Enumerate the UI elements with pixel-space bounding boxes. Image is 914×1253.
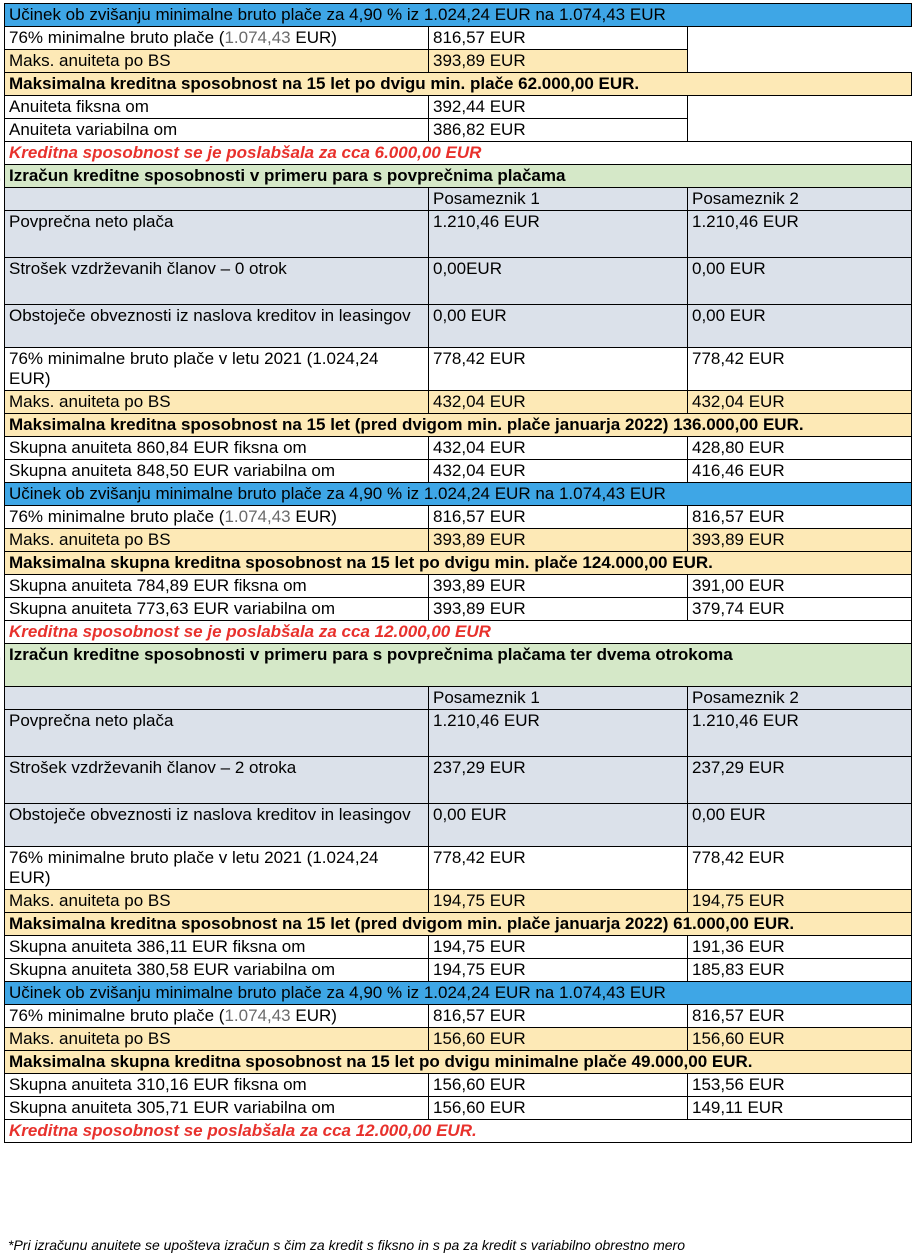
value-1: 432,04 EUR [429, 437, 688, 460]
value-2: 816,57 EUR [688, 1005, 912, 1028]
section-heading: Izračun kreditne sposobnosti v primeru para s povprečnima plačama ter dvema otrokoma [5, 644, 912, 687]
value-2: 237,29 EUR [688, 757, 912, 804]
row-label: Strošek vzdrževanih članov – 2 otroka [5, 757, 429, 804]
annuity-variable-row [5, 119, 912, 142]
value-1: 393,89 EUR [429, 598, 688, 621]
change-note-row [5, 621, 912, 644]
capacity-text: Maksimalna kreditna sposobnost na 15 let (pred dvigom min. plače januarja 2022) 136.000,00 EUR. [5, 414, 912, 437]
row-label: Skupna anuiteta 848,50 EUR variabilna om [5, 460, 429, 483]
value-2: 191,36 EUR [688, 936, 912, 959]
change-note: Kreditna sposobnost se je poslabšala za cca 12.000,00 EUR [5, 621, 912, 644]
value-2: 194,75 EUR [688, 890, 912, 913]
value-2: 416,46 EUR [688, 460, 912, 483]
row-label: Maks. anuiteta po BS [5, 1028, 429, 1051]
value-1: 1.210,46 EUR [429, 211, 688, 258]
obligations-row [5, 305, 912, 348]
min-wage-2021-row [5, 847, 912, 890]
min-wage-value: 1.074,43 [224, 507, 291, 526]
value-2: 379,74 EUR [688, 598, 912, 621]
value-2 [688, 27, 912, 50]
value-2: 149,11 EUR [688, 1097, 912, 1120]
value-1: 156,60 EUR [429, 1097, 688, 1120]
row-label: Skupna anuiteta 386,11 EUR fiksna om [5, 936, 429, 959]
capacity-after-row [5, 552, 912, 575]
change-note-row [5, 142, 912, 165]
min-wage-value: 1.074,43 [224, 1006, 291, 1025]
change-note: Kreditna sposobnost se poslabšala za cca 12.000,00 EUR. [5, 1120, 912, 1143]
effect-text: Učinek ob zvišanju minimalne bruto plače za 4,90 % iz 1.024,24 EUR na 1.074,43 EUR [5, 483, 912, 506]
row-label: Anuiteta fiksna om [5, 96, 429, 119]
effect-row [5, 982, 912, 1005]
row-label: Maks. anuiteta po BS [5, 391, 429, 414]
value-2: 0,00 EUR [688, 258, 912, 305]
credit-capacity-table [4, 3, 912, 1143]
value-1: 156,60 EUR [429, 1074, 688, 1097]
value-2: 778,42 EUR [688, 847, 912, 890]
min-wage-new-row [5, 506, 912, 529]
row-label: Povprečna neto plača [5, 710, 429, 757]
capacity-before-row [5, 913, 912, 936]
row-label: Skupna anuiteta 860,84 EUR fiksna om [5, 437, 429, 460]
max-annuity-row [5, 529, 912, 552]
section-heading: Izračun kreditne sposobnosti v primeru para s povprečnima plačama [5, 165, 912, 188]
value-1: 816,57 EUR [429, 506, 688, 529]
value-1: 0,00 EUR [429, 305, 688, 348]
section-2-heading-row [5, 165, 912, 188]
column-header-row [5, 188, 912, 211]
row-label: Strošek vzdrževanih članov – 0 otrok [5, 258, 429, 305]
value-1: 392,44 EUR [429, 96, 688, 119]
value-2: 432,04 EUR [688, 391, 912, 414]
value-2: 0,00 EUR [688, 305, 912, 348]
max-annuity-row [5, 391, 912, 414]
value-1: 393,89 EUR [429, 529, 688, 552]
value-1: 778,42 EUR [429, 847, 688, 890]
row-label: 76% minimalne bruto plače (1.074,43 EUR) [5, 506, 429, 529]
value-1: 0,00EUR [429, 258, 688, 305]
value-1: 0,00 EUR [429, 804, 688, 847]
value-1: 386,82 EUR [429, 119, 688, 142]
max-annuity-row [5, 890, 912, 913]
capacity-before-row [5, 414, 912, 437]
row-label: Skupna anuiteta 784,89 EUR fiksna om [5, 575, 429, 598]
effect-text: Učinek ob zvišanju minimalne bruto plače za 4,90 % iz 1.024,24 EUR na 1.074,43 EUR [5, 982, 912, 1005]
value-1: 156,60 EUR [429, 1028, 688, 1051]
capacity-text: Maksimalna skupna kreditna sposobnost na 15 let po dvigu minimalne plače 49.000,00 EUR. [5, 1051, 912, 1074]
row-label: Skupna anuiteta 773,63 EUR variabilna om [5, 598, 429, 621]
change-note-row [5, 1120, 912, 1143]
value-1: 194,75 EUR [429, 890, 688, 913]
value-1: 816,57 EUR [429, 1005, 688, 1028]
effect-row [5, 483, 912, 506]
max-annuity-row [5, 50, 912, 73]
value-1: 194,75 EUR [429, 936, 688, 959]
row-label: 76% minimalne bruto plače v letu 2021 (1.024,24 EUR) [5, 348, 429, 391]
value-1: 194,75 EUR [429, 959, 688, 982]
total-annuity-variable-row [5, 1097, 912, 1120]
row-label: Obstoječe obveznosti iz naslova kreditov in leasingov [5, 804, 429, 847]
capacity-after-row [5, 1051, 912, 1074]
value-1: 237,29 EUR [429, 757, 688, 804]
header-person-2: Posameznik 2 [688, 687, 912, 710]
row-label: Povprečna neto plača [5, 211, 429, 258]
total-annuity-fixed-row [5, 936, 912, 959]
value-1: 778,42 EUR [429, 348, 688, 391]
value-2: 428,80 EUR [688, 437, 912, 460]
min-wage-2021-row [5, 348, 912, 391]
total-annuity-fixed-row [5, 437, 912, 460]
row-label: 76% minimalne bruto plače (1.074,43 EUR) [5, 1005, 429, 1028]
total-annuity-fixed-row [5, 1074, 912, 1097]
value-2: 156,60 EUR [688, 1028, 912, 1051]
capacity-text: Maksimalna skupna kreditna sposobnost na 15 let po dvigu min. plače 124.000,00 EUR. [5, 552, 912, 575]
capacity-row [5, 73, 912, 96]
value-2: 0,00 EUR [688, 804, 912, 847]
total-annuity-variable-row [5, 959, 912, 982]
value-1: 1.210,46 EUR [429, 710, 688, 757]
value-1: 432,04 EUR [429, 391, 688, 414]
header-person-1: Posameznik 1 [429, 687, 688, 710]
row-label: Skupna anuiteta 310,16 EUR fiksna om [5, 1074, 429, 1097]
value-2: 1.210,46 EUR [688, 710, 912, 757]
effect-row [5, 4, 912, 27]
row-label: 76% minimalne bruto plače v letu 2021 (1.024,24 EUR) [5, 847, 429, 890]
total-annuity-variable-row [5, 460, 912, 483]
total-annuity-fixed-row [5, 575, 912, 598]
row-label: Anuiteta variabilna om [5, 119, 429, 142]
min-wage-value: 1.074,43 [224, 28, 291, 47]
effect-text: Učinek ob zvišanju minimalne bruto plače za 4,90 % iz 1.024,24 EUR na 1.074,43 EUR [5, 4, 912, 27]
capacity-text: Maksimalna kreditna sposobnost na 15 let (pred dvigom min. plače januarja 2022) 61.000,00 EUR. [5, 913, 912, 936]
dependents-cost-row [5, 258, 912, 305]
max-annuity-row [5, 1028, 912, 1051]
net-salary-row [5, 211, 912, 258]
value-2: 185,83 EUR [688, 959, 912, 982]
row-label: Maks. anuiteta po BS [5, 890, 429, 913]
row-label: Maks. anuiteta po BS [5, 529, 429, 552]
section-3-heading-row [5, 644, 912, 687]
value-2: 816,57 EUR [688, 506, 912, 529]
capacity-text: Maksimalna kreditna sposobnost na 15 let po dvigu min. plače 62.000,00 EUR. [5, 73, 912, 96]
dependents-cost-row [5, 757, 912, 804]
obligations-row [5, 804, 912, 847]
row-label: Obstoječe obveznosti iz naslova kreditov in leasingov [5, 305, 429, 348]
header-person-1: Posameznik 1 [429, 188, 688, 211]
value-2: 391,00 EUR [688, 575, 912, 598]
value-1: 432,04 EUR [429, 460, 688, 483]
header-person-2: Posameznik 2 [688, 188, 912, 211]
annuity-fixed-row [5, 96, 912, 119]
net-salary-row [5, 710, 912, 757]
row-label: Skupna anuiteta 380,58 EUR variabilna om [5, 959, 429, 982]
row-label: Maks. anuiteta po BS [5, 50, 429, 73]
row-label: Skupna anuiteta 305,71 EUR variabilna om [5, 1097, 429, 1120]
column-header-row [5, 687, 912, 710]
value-2: 153,56 EUR [688, 1074, 912, 1097]
value-1: 393,89 EUR [429, 575, 688, 598]
value-2: 1.210,46 EUR [688, 211, 912, 258]
change-note: Kreditna sposobnost se je poslabšala za cca 6.000,00 EUR [5, 142, 912, 165]
value-2: 393,89 EUR [688, 529, 912, 552]
total-annuity-variable-row [5, 598, 912, 621]
value-2: 778,42 EUR [688, 348, 912, 391]
min-wage-new-row [5, 1005, 912, 1028]
value-1: 816,57 EUR [429, 27, 688, 50]
row-label: 76% minimalne bruto plače (1.074,43 EUR) [5, 27, 429, 50]
footnote: *Pri izračunu anuitete se upošteva izračun s čim za kredit s fiksno in s pa za kredit s variabilno obrestno mero [8, 1237, 685, 1253]
value-1: 393,89 EUR [429, 50, 688, 73]
min-wage-new-row [5, 27, 912, 50]
